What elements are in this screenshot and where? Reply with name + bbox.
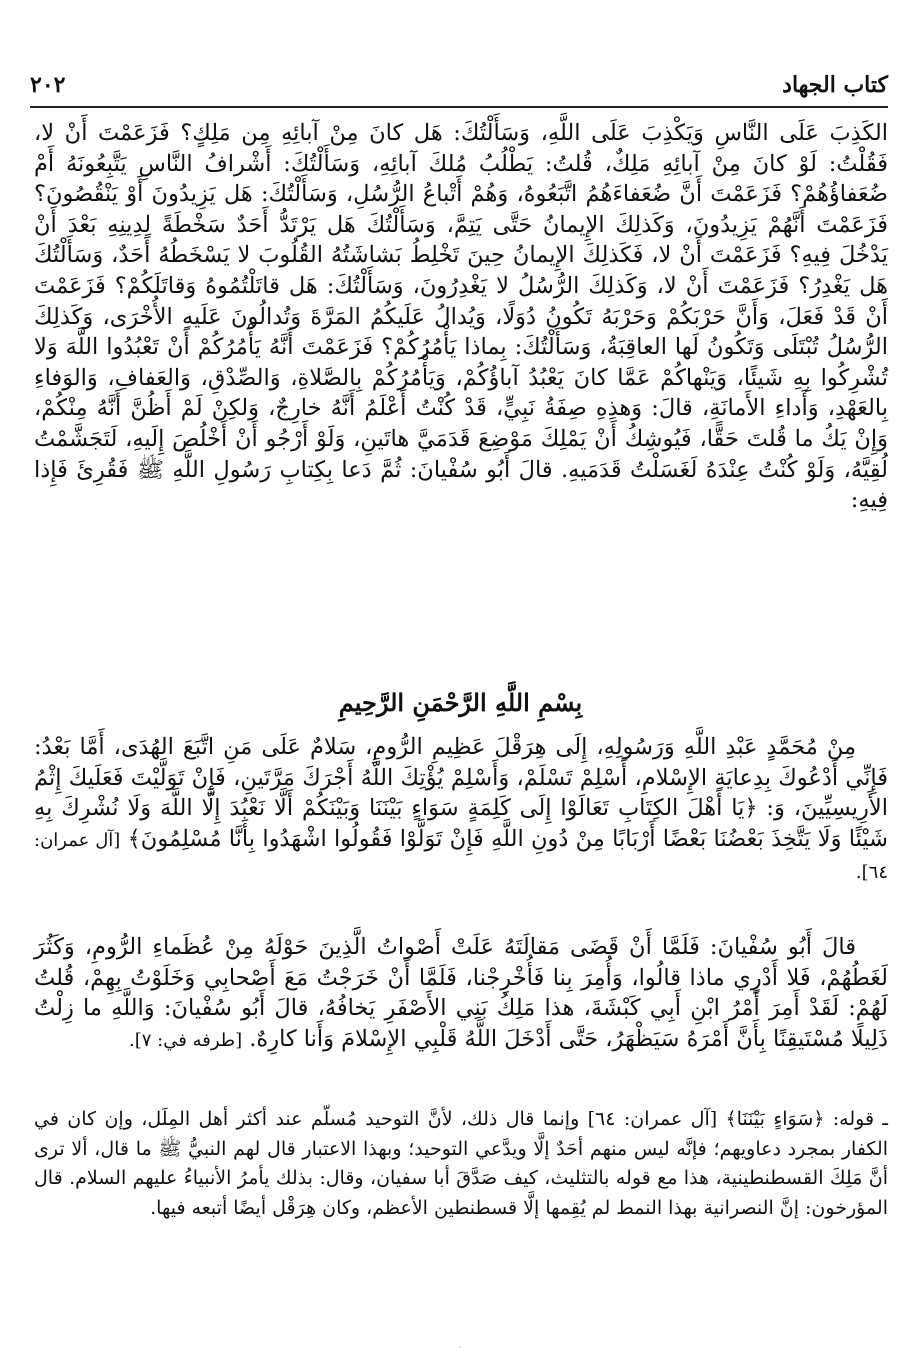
page-mark: .	[458, 1338, 462, 1351]
hadith-paragraph: الكَذِبَ عَلَى النَّاسِ وَيَكْذِبَ عَلَى اللَّهِ، وَسَأَلْتُكَ: هَل كانَ مِنْ آبائِهِ مِن مَلِكٍ؟ فَزَعَمْتَ أَنْ لا، فَقُلْتُ: لَوْ كانَ مِنْ آبائِهِ مَلِكٌ، قُلتُ: يَطْلُبُ مُلكَ آبائِهِ، وَسَأَلْتُكَ: أَشْرافُ النَّاسِ يَتَّبِعُونَهُ أَمْ ضُعَفاؤُهُمْ؟ فَزَعَمْتَ أَنَّ ضُعَفاءَهُمُ اتَّبَعُوهُ، وَهُمْ أَتْباعُ الرُّسُلِ، وَسَأَلْتُكَ: هَل يَزِيدُونَ أَوْ يَنْقُصُونَ؟ فَزَعَمْتَ أَنَّهُمْ يَزِيدُونَ، وَكَذلِكَ الإِيمانُ حَتَّى يَتِمَّ، وَسَأَلْتُكَ هَل يَرْتَدُّ أَحَدٌ سَخْطَةً لِدِينِهِ بَعْدَ أَنْ يَدْخُلَ فِيهِ؟ فَزَعَمْتَ أَنْ لا، فَكَذلِكَ الإِيمانُ حِينَ تَخْلِطُ بَشاشَتُهُ القُلُوبَ لا يَسْخَطُهُ أَحَدٌ، وَسَأَلْتُكَ هَل يَغْدِرُ؟ فَزَعَمْتَ أَنْ لا، وَكَذلِكَ الرُّسُلُ لا يَغْدِرُونَ، وَسَأَلْتُكَ: هَل قاتَلْتُمُوهُ وَقاتَلَكُمْ؟ فَزَعَمْتَ أَنْ قَدْ فَعَلَ، وَأَنَّ حَرْبَكُمْ وَحَرْبَهُ تَكُونُ دُوَلًا، وَيُدالُ عَلَيكُمُ المَرَّةَ وَتُدالُونَ عَلَيهِ الأُخْرَى، وَكَذلِكَ الرُّسُلُ تُبْتَلَى وَتَكُونُ لَها العاقِبَةُ، وَسَأَلْتُكَ: بِماذا يَأْمُرُكُمْ؟ فَزَعَمْتَ أَنَّهُ يَأْمُرُكُمْ أَنْ تَعْبُدُوا اللَّهَ وَلا تُشْرِكُوا بِهِ شَيئًا، وَيَنْهاكُمْ عَمَّا كانَ يَعْبُدُ آباؤُكُمْ، وَيَأْمُرُكُمْ بِالصَّلاةِ، وَالصِّدْقِ، وَالعَفافِ، وَالوَفاءِ بِالعَهْدِ، وَأَداءِ الأَمانَةِ، قالَ: وَهذِهِ صِفَةُ نَبِيٍّ، قَدْ كُنْتُ أَعْلَمُ أَنَّهُ خارِجٌ، وَلكِنْ لَمْ أَظُنَّ أَنَّهُ مِنْكُمْ، وَإِنْ يَكُ ما قُلتَ حَقًّا، فَيُوشِكُ أَنْ يَمْلِكَ مَوْضِعَ قَدَمَيَّ هاتَينِ، وَلَوْ أَرْجُو أَنْ أَخْلُصَ إِلَيهِ، لَتَجَشَّمْتُ لُقِيَّهُ، وَلَوْ كُنْتُ عِنْدَهُ لَغَسَلْتُ قَدَمَيهِ. قالَ أَبُو سُفْيانَ: ثُمَّ دَعا بِكِتابِ رَسُولِ اللَّهِ ﷺ فَقُرِئَ فَإِذا فِيهِ:	[34, 120, 888, 514]
book-title: كتاب الجهاد	[782, 72, 888, 98]
commentary-paragraph: ـ قوله: ﴿سَوَاءٍ بَيْنَنَا﴾ [آل عمران: ٦٤] وإنما قال ذلك، لأنَّ التوحيد مُسلّم عند أكثر أهل المِلَل، وإن كان في الكفار بمجرد دعاويهم؛ فإنَّه ليس منهم أحَدٌ إلَّا ويدَّعي التوحيد؛ وبهذا الاعتبار قال لهم النبيُّ ﷺ ما قال، ألا ترى أنَّ مَلِكَ القسطنطينية، هذا مع قوله بالتثليث، كيف صَدَّقَ أبا سفيان، وقال: بذلك يأمرُ الأنبياءُ عليهم السلام. قال المؤرخون: إنَّ النصرانية بهذا النمط لم يُقِمها إلَّا قسطنطين الأعظم، وكان هِرَقْل أيضًا أتبعه فيها.	[34, 1108, 888, 1219]
letter-citation: [آل عمران: ٦٤].	[34, 829, 888, 883]
prophet-letter	[34, 732, 888, 889]
letter-text: مِنْ مُحَمَّدٍ عَبْدِ اللَّهِ وَرَسُولِهِ، إِلَى هِرَقْلَ عَظِيمِ الرُّومِ، سَلامٌ عَلَى مَنِ اتَّبَعَ الهُدَى، أَمَّا بَعْدُ: فَإِنِّي أَدْعُوكَ بِدِعايَةِ الإِسْلامِ، أَسْلِمْ تَسْلَمْ، وَأَسْلِمْ يُؤْتِكَ اللَّهُ أَجْرَكَ مَرَّتَينِ، فَإِنْ تَوَلَّيْتَ فَعَلَيكَ إِثْمُ الأَرِيسِيِّينَ، وَ: ﴿يَا أَهْلَ الكِتَابِ تَعَالَوْا إِلَى كَلِمَةٍ سَوَاءٍ بَيْنَنَا وَبَيْنَكُمْ أَلَّا نَعْبُدَ إِلَّا اللَّهَ وَلَا نُشْرِكَ بِهِ شَيْئًا وَلَا يَتَّخِذَ بَعْضُنَا بَعْضًا أَرْبَابًا مِنْ دُونِ اللَّهِ فَإِنْ تَوَلَّوْا فَقُولُوا اشْهَدُوا بِأَنَّا مُسْلِمُونَ﴾	[34, 734, 889, 852]
letter-paragraph	[34, 732, 888, 889]
after-letter-text	[34, 932, 888, 1056]
abu-sufyan-paragraph	[34, 932, 888, 1056]
abu-sufyan-text: قالَ أَبُو سُفْيانَ: فَلَمَّا أَنْ قَضَى مَقالَتَهُ عَلَتْ أَصْواتُ الَّذِينَ حَوْلَهُ مِنْ عُظَماءِ الرُّومِ، وَكَثُرَ لَغَطُهُمْ، فَلا أَدْرِي ماذا قالُوا، وَأُمِرَ بِنا فَأُخْرِجْنا، فَلَمَّا أَنْ خَرَجْتُ مَعَ أَصْحابِي وَخَلَوْتُ بِهِمْ، قُلتُ لَهُمْ: لَقَدْ أَمِرَ أَمْرُ ابْنِ أَبِي كَبْشَةَ، هذا مَلِكُ بَنِي الأَصْفَرِ يَخافُهُ، قالَ أَبُو سُفْيانَ: وَاللَّهِ ما زِلْتُ ذَلِيلًا مُسْتَيقِنًا بِأَنَّ أَمْرَهُ سَيَظْهَرُ، حَتَّى أَدْخَلَ اللَّهُ قَلْبِي الإِسْلامَ وَأَنا كارِهٌ.	[34, 934, 888, 1052]
main-text	[34, 118, 888, 516]
commentary-note	[34, 1105, 888, 1223]
page-header	[30, 68, 888, 102]
abu-sufyan-citation: [طرفه في: ٧].	[129, 1029, 243, 1051]
page-number: ٢٠٢	[30, 72, 66, 98]
basmala-heading: بِسْمِ اللَّهِ الرَّحْمَنِ الرَّحِيمِ	[338, 688, 583, 717]
header-rule	[30, 106, 888, 108]
